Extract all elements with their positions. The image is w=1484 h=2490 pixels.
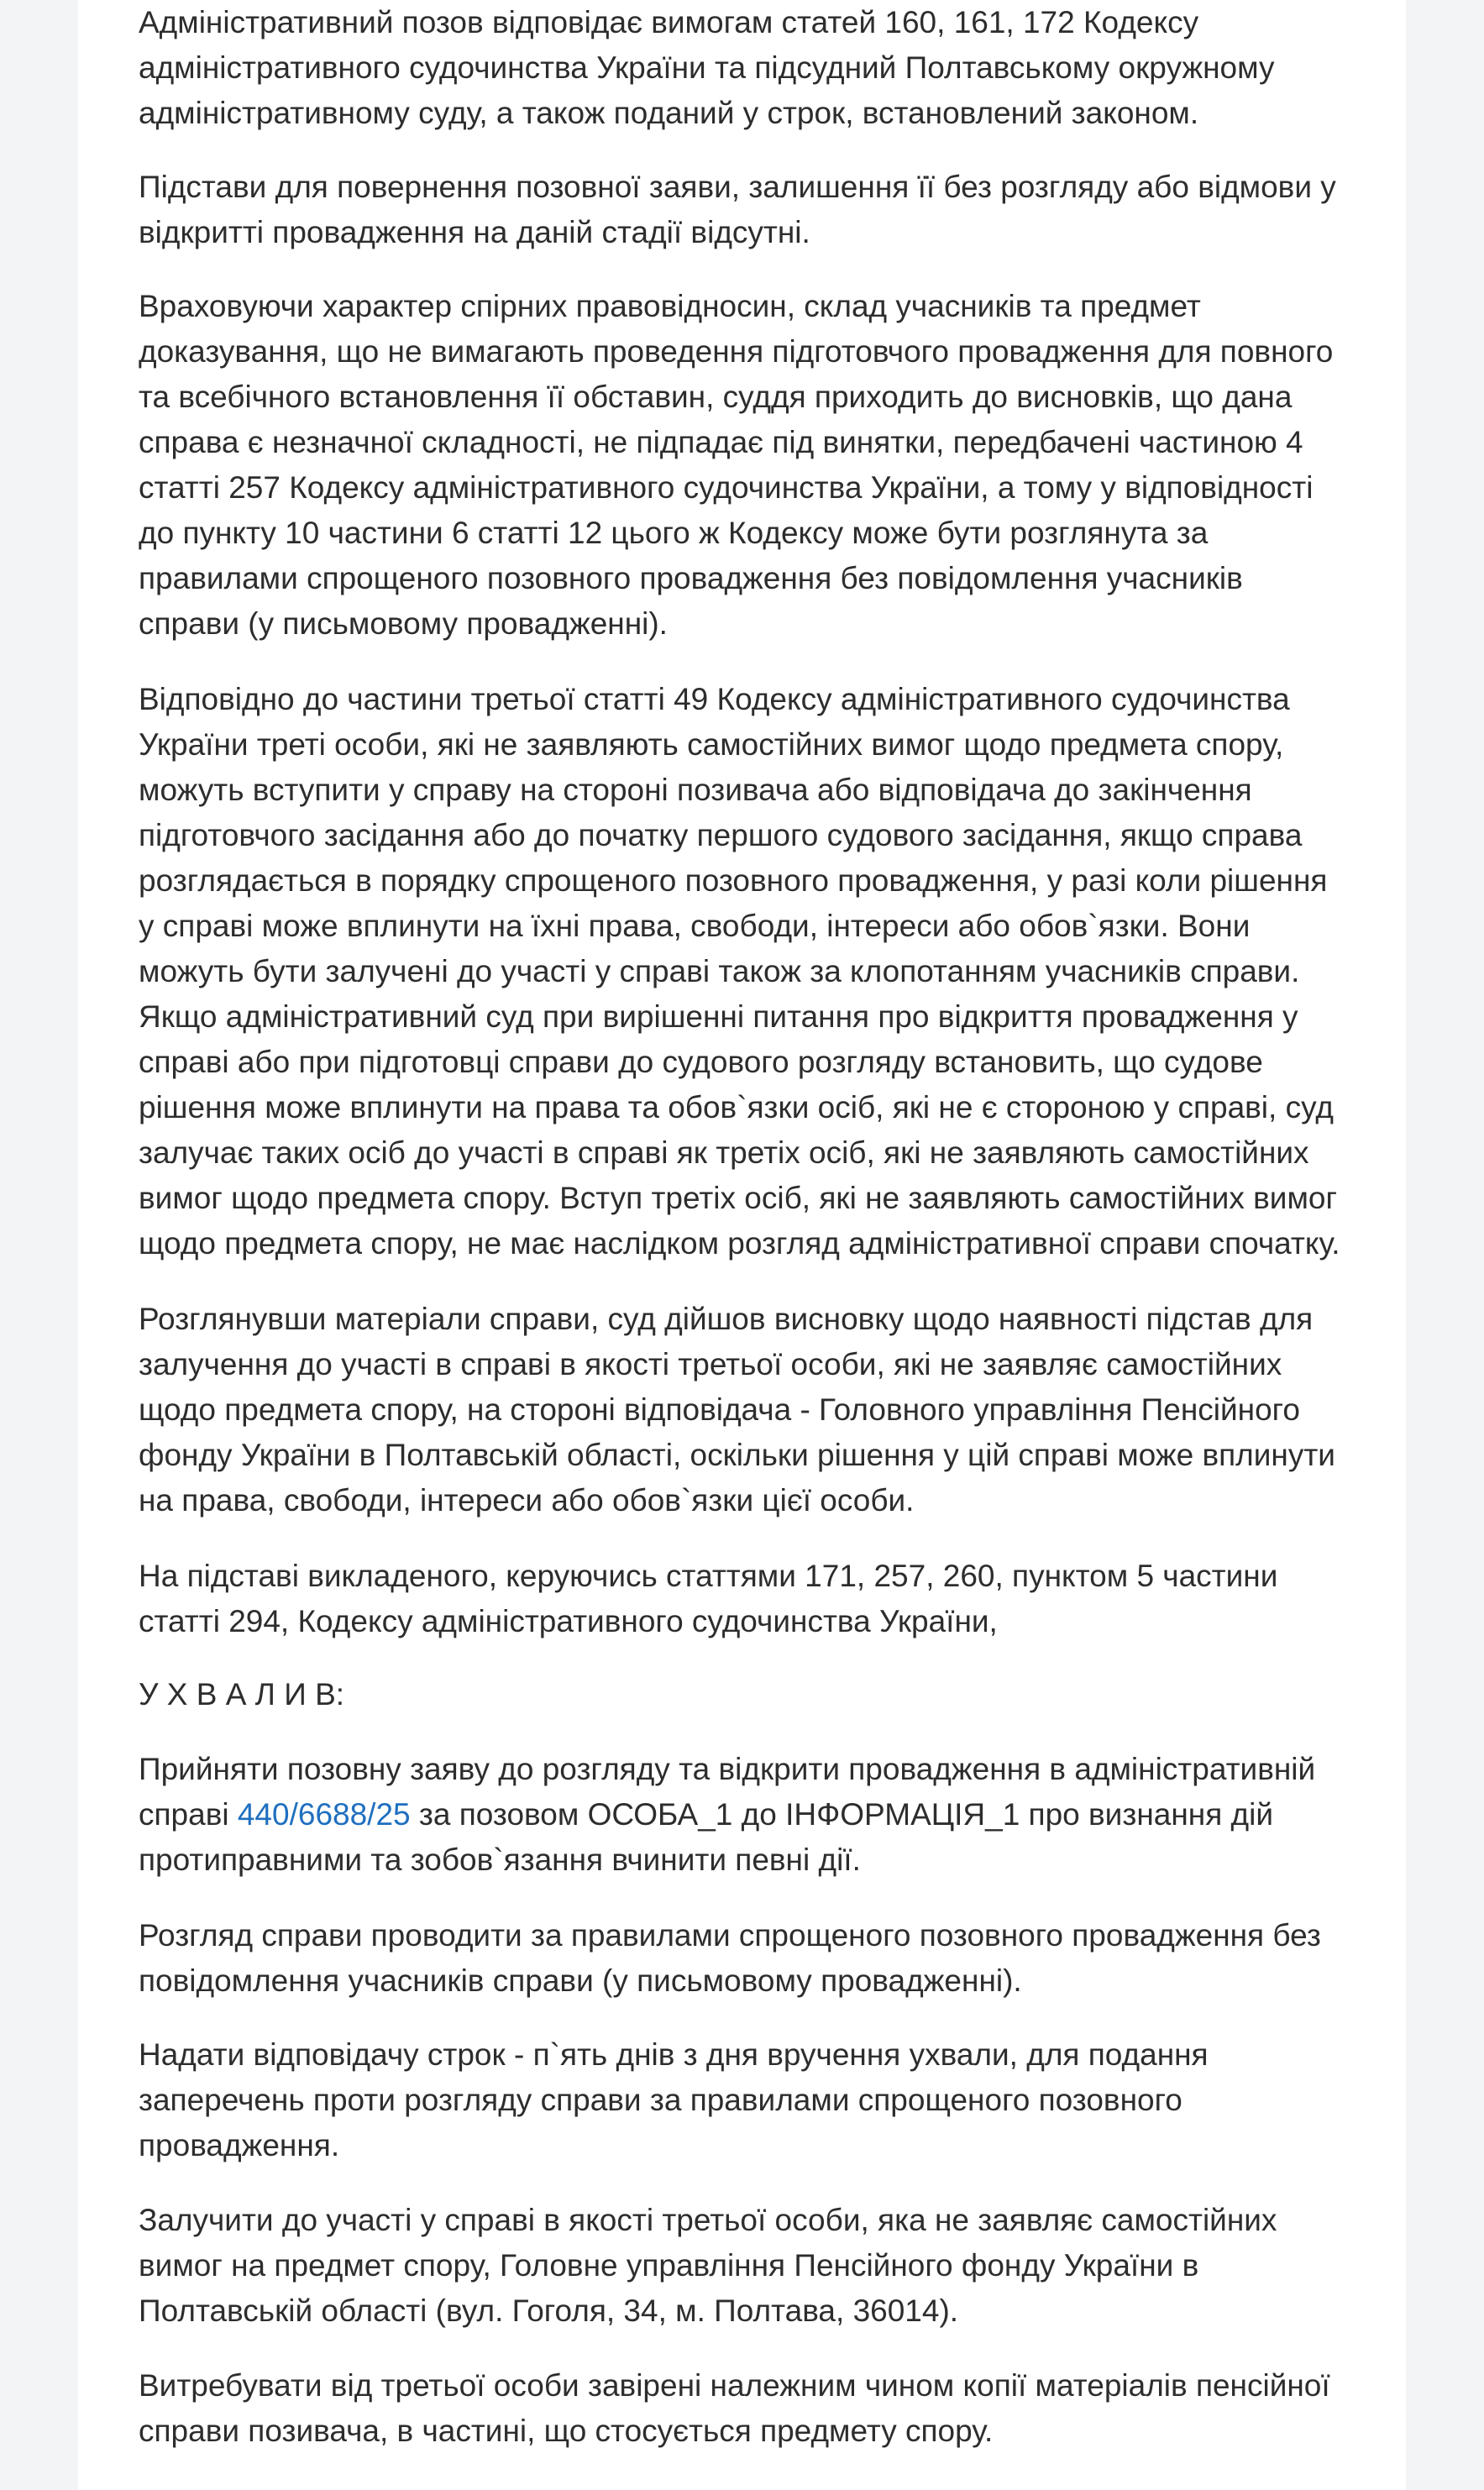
paragraph-accept-claim [139,1747,1349,1883]
paragraph-third-party-involvement: Залучити до участі у справі в якості третьої особи, яка не заявляє самостійних вимог на предмет спору, Головне управління Пенсійного фонду України в Полтавській області (вул. Гоголя, 34, м. Полтава, 36014). [139,2203,1277,2328]
paragraph-simplified-procedure: Враховуючи характер спірних правовідносин, склад учасників та предмет доказування, що не вимагають проведення підготовчого провадження для повного та всебічного встановлення її обставин, суддя приходить до висновків, що дана справа є незначної складності, не підпадає під винятки, передбачені частиною 4 статті 257 Кодексу адміністративного судочинства України, а тому у відповідності до пункту 10 частини 6 статті 12 цього ж Кодексу може бути розглянута за правилами спрощеного позовного провадження без повідомлення учасників справи (у письмовому провадженні). [139,289,1334,641]
paragraph-procedure-order: Розгляд справи проводити за правилами спрощеного позовного провадження без повідомлення учасників справи (у письмовому провадженні). [139,1918,1321,1998]
paragraph-objection-term: Надати відповідачу строк - п`ять днів з дня вручення ухвали, для подання заперечень проти розгляду справи за правилами спрощеного позовного провадження. [139,2037,1209,2162]
paragraph-no-grounds: Підстави для повернення позовної заяви, залишення її без розгляду або відмови у відкритті провадження на даній стадії відсутні. [139,170,1336,249]
ruling-text-after: за позовом ОСОБА_1 до ІНФОРМАЦІЯ_1 про визнання дій протиправними та зобов`язання вчинити певні дії. [139,1797,1273,1877]
ruling-text-before: Прийняти позовну заяву до розгляду та відкрити провадження в адміністративній справі [139,1752,1316,1832]
ruling-heading: У Х В А Л И В: [139,1677,345,1712]
paragraph-request-materials: Витребувати від третьої особи завірені належним чином копії матеріалів пенсійної справи позивача, в частині, що стосується предмету спору. [139,2368,1330,2448]
document-page [78,0,1406,2490]
paragraph-jurisdiction: Адміністративний позов відповідає вимогам статей 160, 161, 172 Кодексу адміністративного судочинства України та підсудний Полтавському окружному адміністративному суду, а також поданий у строк, встановлений законом. [139,5,1275,130]
paragraph-third-parties-law: Відповідно до частини третьої статті 49 Кодексу адміністративного судочинства України треті особи, які не заявляють самостійних вимог щодо предмета спору, можуть вступити у справу на стороні позивача або відповідача до закінчення підготовчого засідання або до початку першого судового засідання, якщо справа розглядається в порядку спрощеного позовного провадження, у разі коли рішення у справі може вплинути на їхні права, свободи, інтереси або обов`язки. Вони можуть бути залучені до участі у справі також за клопотанням учасників справи. Якщо адміністративний суд при вирішенні питання про відкриття провадження у справі або при підготовці справи до судового розгляду встановить, що судове рішення може вплинути на права та обов`язки осіб, які не є стороною у справі, суд залучає таких осіб до участі в справі як третіх осіб, які не заявляють самостійних вимог щодо предмета спору. Вступ третіх осіб, які не заявляють самостійних вимог щодо предмета спору, не має наслідком розгляд адміністративної справи спочатку. [139,682,1340,1261]
paragraph-legal-basis: На підставі викладеного, керуючись статтями 171, 257, 260, пунктом 5 частини статті 294, Кодексу адміністративного судочинства України, [139,1559,1278,1638]
paragraph-court-conclusion: Розглянувши матеріали справи, суд дійшов висновку щодо наявності підстав для залучення до участі в справі в якості третьої особи, які не заявляє самостійних щодо предмета спору, на стороні відповідача - Головного управління Пенсійного фонду України в Полтавській області, оскільки рішення у цій справі може вплинути на права, свободи, інтереси або обов`язки цієї особи. [139,1302,1335,1518]
case-number-link[interactable]: 440/6688/25 [237,1797,411,1832]
